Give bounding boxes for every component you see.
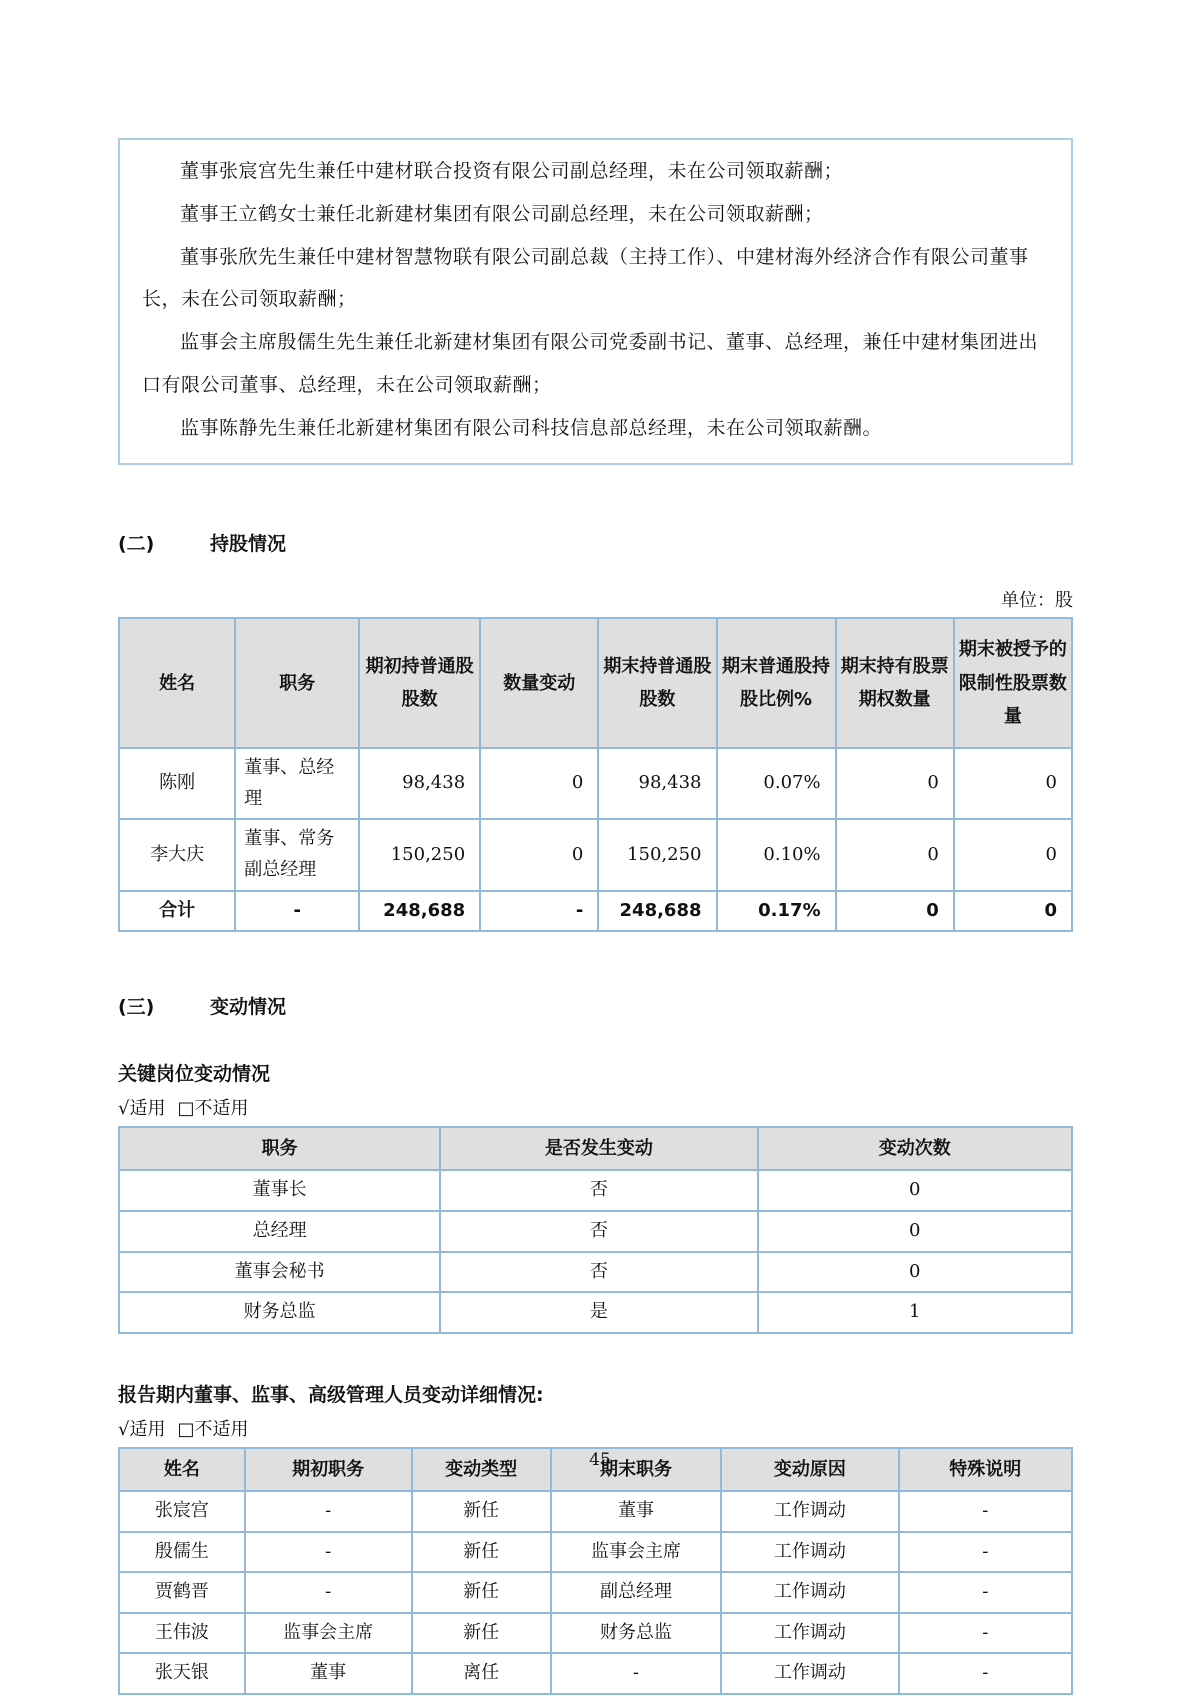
table-cell: 陈刚 <box>119 748 235 819</box>
table-cell: 副总经理 <box>551 1572 722 1613</box>
personnel-changes-heading: 报告期内董事、监事、高级管理人员变动详细情况: <box>118 1383 544 1406</box>
not-applicable-checkbox: □不适用 <box>177 1418 249 1440</box>
note-paragraph: 董事王立鹤女士兼任北新建材集团有限公司副总经理，未在公司领取薪酬； <box>180 202 824 225</box>
table-cell: 财务总监 <box>551 1613 722 1654</box>
table-cell: 殷儒生 <box>119 1532 245 1573</box>
note-paragraph: 监事会主席殷儒生先生兼任北新建材集团有限公司党委副书记、董事、总经理，兼任中建材集团进出口有限公司董事、总经理，未在公司领取薪酬； <box>142 331 1039 396</box>
table-cell: 150,250 <box>598 819 716 890</box>
table-row <box>119 1572 1072 1613</box>
section-heading-shareholding <box>118 529 1073 556</box>
table-cell: - <box>551 1653 722 1694</box>
table-cell: 0 <box>954 819 1072 890</box>
not-applicable-checkbox: □不适用 <box>177 1098 249 1120</box>
column-header: 期末普通股持股比例% <box>717 618 836 748</box>
column-header: 期初持普通股股数 <box>359 618 480 748</box>
shareholding-table <box>118 617 1073 932</box>
table-row <box>119 891 1072 932</box>
table-cell: 新任 <box>412 1572 551 1613</box>
section-heading-changes <box>118 992 1073 1019</box>
table-cell: 0 <box>480 748 598 819</box>
table-cell: 0.10% <box>717 819 836 890</box>
table-cell: 王伟波 <box>119 1613 245 1654</box>
table-cell: 总经理 <box>119 1211 440 1252</box>
table-cell: 工作调动 <box>721 1491 898 1532</box>
key-positions-table <box>118 1126 1073 1334</box>
table-cell: - <box>480 891 598 932</box>
table-row <box>119 1170 1072 1211</box>
table-cell: 0 <box>480 819 598 890</box>
section-number: (三) <box>118 996 155 1019</box>
table-cell: 董事 <box>245 1653 412 1694</box>
applicability-line <box>118 1415 1073 1441</box>
table-cell: 0 <box>758 1211 1073 1252</box>
column-header: 期末持普通股股数 <box>598 618 716 748</box>
table-cell: 张宸宫 <box>119 1491 245 1532</box>
table-cell: - <box>245 1532 412 1573</box>
table-cell: 财务总监 <box>119 1292 440 1333</box>
column-header: 变动次数 <box>758 1127 1073 1170</box>
table-cell: 新任 <box>412 1491 551 1532</box>
note-paragraph: 董事张宸宫先生兼任中建材联合投资有限公司副总经理，未在公司领取薪酬； <box>180 160 844 182</box>
column-header: 职务 <box>235 618 359 748</box>
table-cell: 0.07% <box>717 748 836 819</box>
section-title: 持股情况 <box>210 533 287 556</box>
column-header: 职务 <box>119 1127 440 1170</box>
column-header: 数量变动 <box>480 618 598 748</box>
table-cell: 工作调动 <box>721 1572 898 1613</box>
table-cell: 合计 <box>119 891 235 932</box>
column-header: 变动原因 <box>721 1448 898 1491</box>
note-paragraph: 董事张欣先生兼任中建材智慧物联有限公司副总裁（主持工作）、中建材海外经济合作有限公司董事长，未在公司领取薪酬； <box>142 245 1029 311</box>
table-cell: 150,250 <box>359 819 480 890</box>
table-header-row <box>119 618 1072 748</box>
table-cell: 98,438 <box>598 748 716 819</box>
table-cell: 董事长 <box>119 1170 440 1211</box>
column-header: 变动类型 <box>412 1448 551 1491</box>
table-cell: 李大庆 <box>119 819 235 890</box>
table-cell: 1 <box>758 1292 1073 1333</box>
applicable-checkmark: √适用 <box>118 1098 166 1120</box>
column-header: 期初职务 <box>245 1448 412 1491</box>
key-positions-heading: 关键岗位变动情况 <box>118 1063 271 1086</box>
table-cell: 0 <box>758 1170 1073 1211</box>
table-cell: 工作调动 <box>721 1653 898 1694</box>
table-cell: 董事、总经理 <box>235 748 359 819</box>
table-cell: - <box>899 1532 1073 1573</box>
table-cell: 0 <box>836 819 954 890</box>
table-row <box>119 819 1072 890</box>
table-cell: 否 <box>440 1252 757 1293</box>
table-row <box>119 1292 1072 1333</box>
table-cell: - <box>899 1613 1073 1654</box>
table-cell: 贾鹤晋 <box>119 1572 245 1613</box>
table-cell: 248,688 <box>359 891 480 932</box>
table-row <box>119 1653 1072 1694</box>
table-cell: 否 <box>440 1211 757 1252</box>
table-cell: 0 <box>758 1252 1073 1293</box>
table-cell: 张天银 <box>119 1653 245 1694</box>
table-row <box>119 1532 1072 1573</box>
table-cell: - <box>245 1491 412 1532</box>
table-cell: 董事、常务副总经理 <box>235 819 359 890</box>
table-cell: 董事 <box>551 1491 722 1532</box>
column-header: 特殊说明 <box>899 1448 1073 1491</box>
table-cell: 工作调动 <box>721 1613 898 1654</box>
applicability-line <box>118 1094 1073 1120</box>
page-number: 45 <box>589 1450 611 1470</box>
unit-label: 单位：股 <box>1001 590 1073 612</box>
table-cell: 工作调动 <box>721 1532 898 1573</box>
table-cell: 监事会主席 <box>245 1613 412 1654</box>
table-cell: 98,438 <box>359 748 480 819</box>
table-cell: - <box>899 1572 1073 1613</box>
table-row <box>119 1211 1072 1252</box>
personnel-changes-table <box>118 1447 1073 1695</box>
table-cell: 监事会主席 <box>551 1532 722 1573</box>
table-cell: - <box>245 1572 412 1613</box>
table-row <box>119 1491 1072 1532</box>
table-cell: - <box>899 1491 1073 1532</box>
column-header: 姓名 <box>119 1448 245 1491</box>
table-cell: 0 <box>836 748 954 819</box>
table-cell: 0.17% <box>717 891 836 932</box>
section-number: (二) <box>118 533 155 556</box>
table-header-row <box>119 1127 1072 1170</box>
table-row <box>119 1613 1072 1654</box>
table-cell: 0 <box>836 891 954 932</box>
column-header: 期末职务 <box>551 1448 722 1491</box>
table-row <box>119 1252 1072 1293</box>
table-cell: 是 <box>440 1292 757 1333</box>
table-cell: - <box>235 891 359 932</box>
column-header: 期末被授予的限制性股票数量 <box>954 618 1072 748</box>
concurrent-positions-note-box <box>118 138 1073 465</box>
column-header: 是否发生变动 <box>440 1127 757 1170</box>
table-cell: 董事会秘书 <box>119 1252 440 1293</box>
table-cell: 离任 <box>412 1653 551 1694</box>
table-cell: 0 <box>954 748 1072 819</box>
table-cell: 248,688 <box>598 891 716 932</box>
column-header: 姓名 <box>119 618 235 748</box>
column-header: 期末持有股票期权数量 <box>836 618 954 748</box>
table-cell: - <box>899 1653 1073 1694</box>
table-cell: 0 <box>954 891 1072 932</box>
table-cell: 否 <box>440 1170 757 1211</box>
section-title: 变动情况 <box>210 996 287 1019</box>
table-row <box>119 748 1072 819</box>
applicable-checkmark: √适用 <box>118 1418 166 1440</box>
note-paragraph: 监事陈静先生兼任北新建材集团有限公司科技信息部总经理，未在公司领取薪酬。 <box>180 416 883 439</box>
table-cell: 新任 <box>412 1532 551 1573</box>
table-cell: 新任 <box>412 1613 551 1654</box>
